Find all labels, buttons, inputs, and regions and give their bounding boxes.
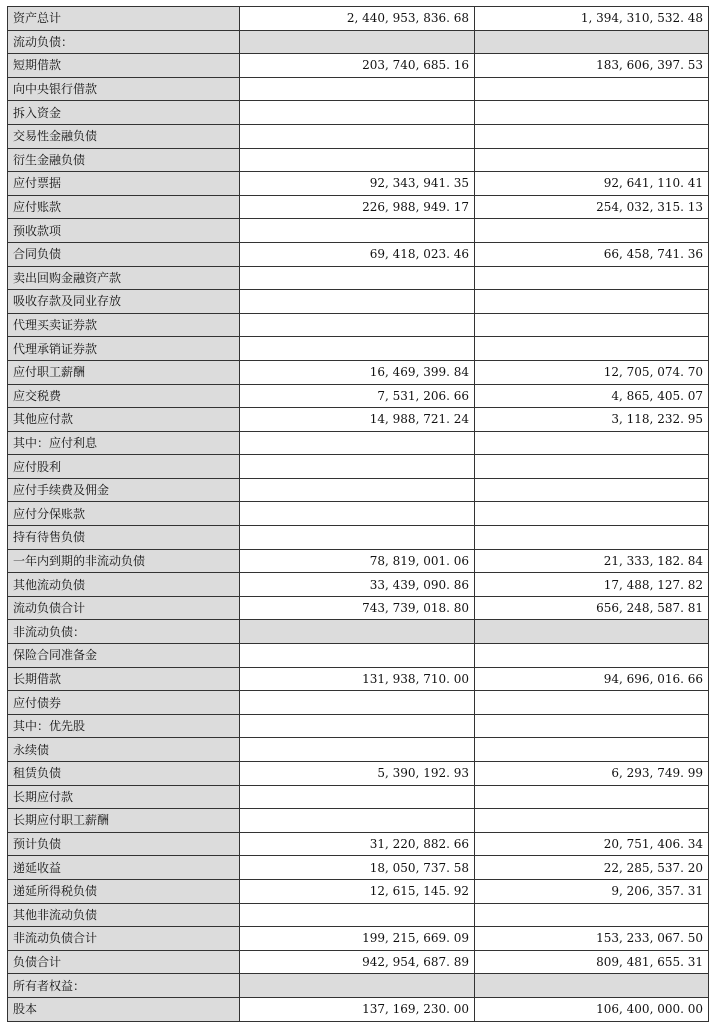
prior-period-value: 94, 696, 016. 66 xyxy=(475,667,709,691)
current-period-value xyxy=(240,785,475,809)
current-period-value xyxy=(240,290,475,314)
row-label: 长期应付款 xyxy=(8,785,240,809)
table-row xyxy=(8,266,709,290)
table-row xyxy=(8,691,709,715)
row-label: 流动负债： xyxy=(8,30,240,54)
row-label: 代理承销证券款 xyxy=(8,337,240,361)
table-row xyxy=(8,879,709,903)
prior-period-value: 183, 606, 397. 53 xyxy=(475,54,709,78)
row-label: 递延收益 xyxy=(8,856,240,880)
prior-period-value xyxy=(475,785,709,809)
table-row xyxy=(8,313,709,337)
table-row xyxy=(8,738,709,762)
prior-period-value: 153, 233, 067. 50 xyxy=(475,927,709,951)
prior-period-value: 4, 865, 405. 07 xyxy=(475,384,709,408)
row-label: 应付票据 xyxy=(8,172,240,196)
table-row xyxy=(8,172,709,196)
table-row xyxy=(8,455,709,479)
prior-period-value: 809, 481, 655. 31 xyxy=(475,950,709,974)
current-period-value xyxy=(240,77,475,101)
current-period-value: 92, 343, 941. 35 xyxy=(240,172,475,196)
prior-period-value xyxy=(475,903,709,927)
current-period-value: 5, 390, 192. 93 xyxy=(240,762,475,786)
table-row xyxy=(8,431,709,455)
row-label: 其他应付款 xyxy=(8,408,240,432)
row-label: 短期借款 xyxy=(8,54,240,78)
row-label: 租赁负债 xyxy=(8,762,240,786)
row-label: 代理买卖证券款 xyxy=(8,313,240,337)
row-label: 预计负债 xyxy=(8,832,240,856)
table-row xyxy=(8,974,709,998)
table-row xyxy=(8,195,709,219)
current-period-value: 226, 988, 949. 17 xyxy=(240,195,475,219)
prior-period-value xyxy=(475,266,709,290)
current-period-value: 131, 938, 710. 00 xyxy=(240,667,475,691)
current-period-value xyxy=(240,313,475,337)
table-row xyxy=(8,30,709,54)
current-period-value xyxy=(240,30,475,54)
current-period-value xyxy=(240,219,475,243)
row-label: 应付手续费及佣金 xyxy=(8,478,240,502)
row-label: 应交税费 xyxy=(8,384,240,408)
prior-period-value xyxy=(475,290,709,314)
current-period-value: 7, 531, 206. 66 xyxy=(240,384,475,408)
row-label: 合同负债 xyxy=(8,242,240,266)
prior-period-value xyxy=(475,478,709,502)
table-row xyxy=(8,360,709,384)
table-row xyxy=(8,762,709,786)
current-period-value: 12, 615, 145. 92 xyxy=(240,879,475,903)
table-row xyxy=(8,667,709,691)
row-label: 长期借款 xyxy=(8,667,240,691)
table-row xyxy=(8,54,709,78)
prior-period-value: 66, 458, 741. 36 xyxy=(475,242,709,266)
current-period-value xyxy=(240,691,475,715)
row-label: 一年内到期的非流动负债 xyxy=(8,549,240,573)
prior-period-value: 3, 118, 232. 95 xyxy=(475,408,709,432)
current-period-value xyxy=(240,526,475,550)
prior-period-value xyxy=(475,30,709,54)
current-period-value: 31, 220, 882. 66 xyxy=(240,832,475,856)
prior-period-value xyxy=(475,644,709,668)
current-period-value: 33, 439, 090. 86 xyxy=(240,573,475,597)
row-label: 其他非流动负债 xyxy=(8,903,240,927)
current-period-value xyxy=(240,337,475,361)
prior-period-value: 20, 751, 406. 34 xyxy=(475,832,709,856)
current-period-value xyxy=(240,266,475,290)
current-period-value xyxy=(240,809,475,833)
current-period-value: 743, 739, 018. 80 xyxy=(240,596,475,620)
current-period-value xyxy=(240,124,475,148)
row-label: 应付债券 xyxy=(8,691,240,715)
balance-sheet-table xyxy=(7,6,709,1022)
table-row xyxy=(8,644,709,668)
row-label: 应付职工薪酬 xyxy=(8,360,240,384)
table-row xyxy=(8,950,709,974)
row-label: 其中：应付利息 xyxy=(8,431,240,455)
row-label: 永续债 xyxy=(8,738,240,762)
row-label: 预收款项 xyxy=(8,219,240,243)
current-period-value: 2, 440, 953, 836. 68 xyxy=(240,7,475,31)
row-label: 拆入资金 xyxy=(8,101,240,125)
table-row xyxy=(8,526,709,550)
row-label: 非流动负债合计 xyxy=(8,927,240,951)
current-period-value xyxy=(240,455,475,479)
prior-period-value: 12, 705, 074. 70 xyxy=(475,360,709,384)
table-row xyxy=(8,148,709,172)
current-period-value: 69, 418, 023. 46 xyxy=(240,242,475,266)
prior-period-value xyxy=(475,620,709,644)
row-label: 流动负债合计 xyxy=(8,596,240,620)
prior-period-value: 22, 285, 537. 20 xyxy=(475,856,709,880)
prior-period-value xyxy=(475,502,709,526)
row-label: 所有者权益： xyxy=(8,974,240,998)
current-period-value: 16, 469, 399. 84 xyxy=(240,360,475,384)
prior-period-value xyxy=(475,101,709,125)
prior-period-value xyxy=(475,809,709,833)
table-row xyxy=(8,502,709,526)
prior-period-value: 1, 394, 310, 532. 48 xyxy=(475,7,709,31)
prior-period-value xyxy=(475,974,709,998)
prior-period-value xyxy=(475,714,709,738)
current-period-value xyxy=(240,644,475,668)
table-row xyxy=(8,809,709,833)
row-label: 应付股利 xyxy=(8,455,240,479)
current-period-value: 18, 050, 737. 58 xyxy=(240,856,475,880)
table-row xyxy=(8,596,709,620)
row-label: 股本 xyxy=(8,997,240,1021)
current-period-value xyxy=(240,620,475,644)
table-row xyxy=(8,219,709,243)
current-period-value xyxy=(240,502,475,526)
prior-period-value xyxy=(475,219,709,243)
row-label: 非流动负债： xyxy=(8,620,240,644)
table-row xyxy=(8,573,709,597)
prior-period-value: 17, 488, 127. 82 xyxy=(475,573,709,597)
row-label: 吸收存款及同业存放 xyxy=(8,290,240,314)
row-label: 持有待售负债 xyxy=(8,526,240,550)
current-period-value xyxy=(240,478,475,502)
table-row xyxy=(8,714,709,738)
current-period-value xyxy=(240,738,475,762)
prior-period-value xyxy=(475,526,709,550)
prior-period-value xyxy=(475,738,709,762)
table-row xyxy=(8,997,709,1021)
current-period-value: 137, 169, 230. 00 xyxy=(240,997,475,1021)
table-row xyxy=(8,242,709,266)
prior-period-value: 656, 248, 587. 81 xyxy=(475,596,709,620)
row-label: 应付分保账款 xyxy=(8,502,240,526)
current-period-value: 14, 988, 721. 24 xyxy=(240,408,475,432)
row-label: 递延所得税负债 xyxy=(8,879,240,903)
table-row xyxy=(8,832,709,856)
current-period-value xyxy=(240,101,475,125)
prior-period-value: 106, 400, 000. 00 xyxy=(475,997,709,1021)
table-row xyxy=(8,101,709,125)
row-label: 其中：优先股 xyxy=(8,714,240,738)
table-row xyxy=(8,478,709,502)
row-label: 保险合同准备金 xyxy=(8,644,240,668)
table-row xyxy=(8,785,709,809)
row-label: 负债合计 xyxy=(8,950,240,974)
prior-period-value xyxy=(475,691,709,715)
current-period-value: 942, 954, 687. 89 xyxy=(240,950,475,974)
table-row xyxy=(8,124,709,148)
current-period-value xyxy=(240,148,475,172)
current-period-value: 199, 215, 669. 09 xyxy=(240,927,475,951)
row-label: 交易性金融负债 xyxy=(8,124,240,148)
current-period-value: 78, 819, 001. 06 xyxy=(240,549,475,573)
prior-period-value: 6, 293, 749. 99 xyxy=(475,762,709,786)
table-row xyxy=(8,549,709,573)
prior-period-value xyxy=(475,337,709,361)
row-label: 其他流动负债 xyxy=(8,573,240,597)
prior-period-value xyxy=(475,77,709,101)
prior-period-value: 254, 032, 315. 13 xyxy=(475,195,709,219)
row-label: 衍生金融负债 xyxy=(8,148,240,172)
current-period-value xyxy=(240,431,475,455)
row-label: 应付账款 xyxy=(8,195,240,219)
prior-period-value xyxy=(475,148,709,172)
table-row xyxy=(8,384,709,408)
prior-period-value xyxy=(475,455,709,479)
table-row xyxy=(8,927,709,951)
prior-period-value xyxy=(475,313,709,337)
table-row xyxy=(8,620,709,644)
table-row xyxy=(8,408,709,432)
table-row xyxy=(8,77,709,101)
row-label: 资产总计 xyxy=(8,7,240,31)
current-period-value xyxy=(240,714,475,738)
table-row xyxy=(8,856,709,880)
table-row xyxy=(8,290,709,314)
current-period-value xyxy=(240,903,475,927)
row-label: 长期应付职工薪酬 xyxy=(8,809,240,833)
balance-sheet-rows xyxy=(8,7,709,1022)
table-row xyxy=(8,903,709,927)
prior-period-value: 21, 333, 182. 84 xyxy=(475,549,709,573)
table-row xyxy=(8,7,709,31)
table-row xyxy=(8,337,709,361)
prior-period-value: 92, 641, 110. 41 xyxy=(475,172,709,196)
current-period-value: 203, 740, 685. 16 xyxy=(240,54,475,78)
current-period-value xyxy=(240,974,475,998)
row-label: 卖出回购金融资产款 xyxy=(8,266,240,290)
prior-period-value xyxy=(475,124,709,148)
prior-period-value: 9, 206, 357. 31 xyxy=(475,879,709,903)
prior-period-value xyxy=(475,431,709,455)
row-label: 向中央银行借款 xyxy=(8,77,240,101)
